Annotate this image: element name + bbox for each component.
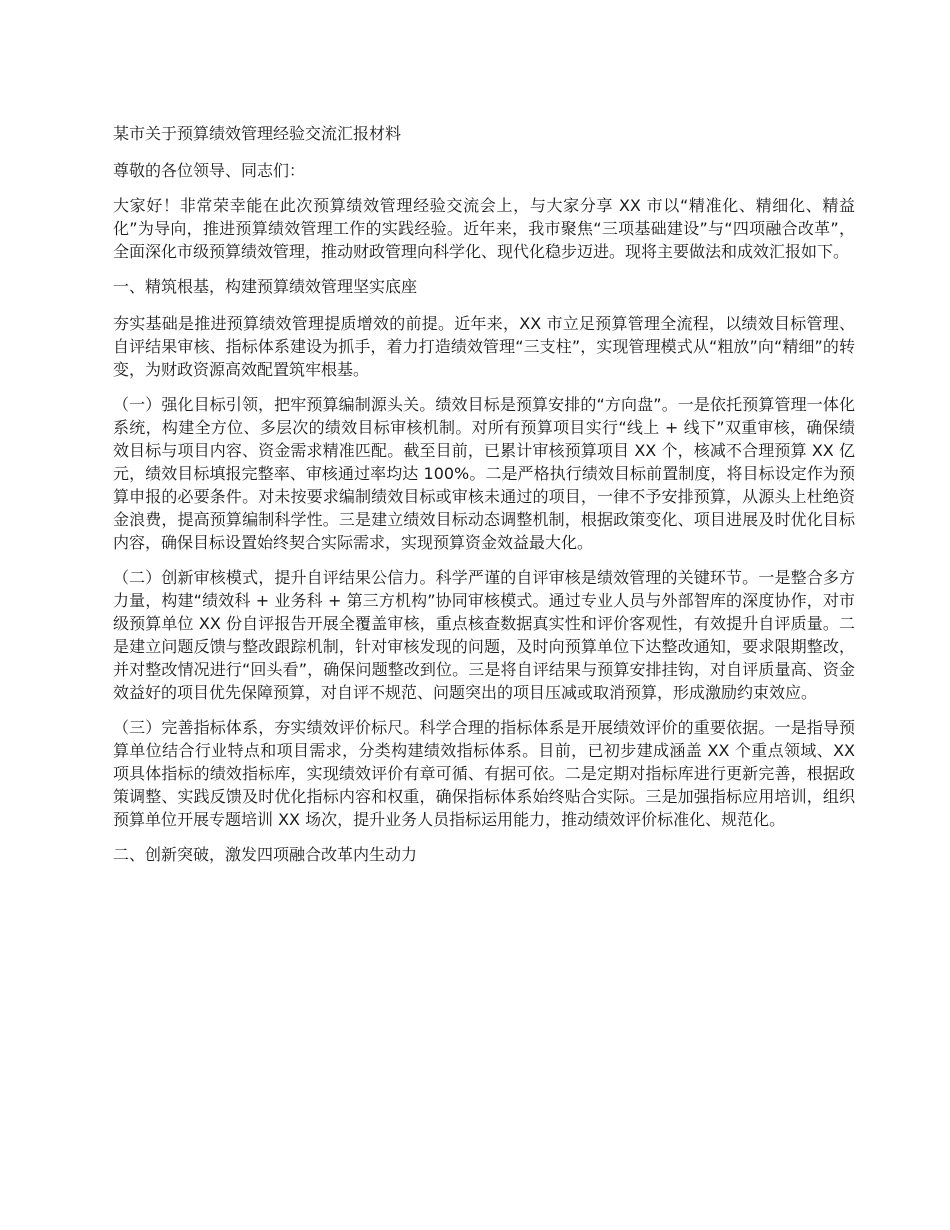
section-2-heading: 二、创新突破，激发四项融合改革内生动力	[113, 845, 418, 864]
section-1-point-2-paragraph: （二）创新审核模式，提升自评结果公信力。科学严谨的自评审核是绩效管理的关键环节。一是整合多方力量，构建“绩效科 + 业务科 + 第三方机构”协同审核模式。通过专业人员与外部智库的深度协作，对市级预算单位 XX 份自评报告开展全覆盖审核，重点核查数据真实性和评价客观性，有效提升自评质量。二是建立问题反馈与整改跟踪机制，针对审核发现的问题，及时向预算单位下达整改通知，要求限期整改，并对整改情况进行“回头看”，确保问题整改到位。三是将自评结果与预算安排挂钩，对自评质量高、资金效益好的项目优先保障预算，对自评不规范、问题突出的项目压减或取消预算，形成激励约束效应。	[113, 568, 855, 702]
section-1-intro-paragraph: 夯实基础是推进预算绩效管理提质增效的前提。近年来，XX 市立足预算管理全流程，以绩效目标管理、自评结果审核、指标体系建设为抓手，着力打造绩效管理“三支柱”，实现管理模式从“粗放”向“精细”的转变，为财政资源高效配置筑牢根基。	[113, 314, 855, 379]
section-1-heading: 一、精筑根基，构建预算绩效管理坚实底座	[113, 277, 418, 296]
document-body	[113, 122, 855, 880]
document-title: 某市关于预算绩效管理经验交流汇报材料	[113, 124, 402, 143]
intro-paragraph: 大家好！非常荣幸能在此次预算绩效管理经验交流会上，与大家分享 XX 市以“精准化、精细化、精益化”为导向，推进预算绩效管理工作的实践经验。近年来，我市聚焦“三项基础建设”与“四项融合改革”，全面深化市级预算绩效管理，推动财政管理向科学化、现代化稳步迈进。现将主要做法和成效汇报如下。	[113, 196, 855, 261]
section-1-point-3-paragraph: （三）完善指标体系，夯实绩效评价标尺。科学合理的指标体系是开展绩效评价的重要依据。一是指导预算单位结合行业特点和项目需求，分类构建绩效指标体系。目前，已初步建成涵盖 XX 个重点领域、XX 项具体指标的绩效指标库，实现绩效评价有章可循、有据可依。二是定期对指标库进行更新完善，根据政策调整、实践反馈及时优化指标内容和权重，确保指标体系始终贴合实际。三是加强指标应用培训，组织预算单位开展专题培训 XX 场次，提升业务人员指标运用能力，推动绩效评价标准化、规范化。	[113, 718, 855, 829]
salutation: 尊敬的各位领导、同志们：	[113, 161, 306, 180]
section-1-point-1-paragraph: （一）强化目标引领，把牢预算编制源头关。绩效目标是预算安排的“方向盘”。一是依托预算管理一体化系统，构建全方位、多层次的绩效目标审核机制。对所有预算项目实行“线上 + 线下”双重审核，确保绩效目标与项目内容、资金需求精准匹配。截至目前，已累计审核预算项目 XX 个，核减不合理预算 XX 亿元，绩效目标填报完整率、审核通过率均达 100%。二是严格执行绩效目标前置制度，将目标设定作为预算申报的必要条件。对未按要求编制绩效目标或审核未通过的项目，一律不予安排预算，从源头上杜绝资金浪费，提高预算编制科学性。三是建立绩效目标动态调整机制，根据政策变化、项目进展及时优化目标内容，确保目标设置始终契合实际需求，实现预算资金效益最大化。	[113, 395, 855, 552]
